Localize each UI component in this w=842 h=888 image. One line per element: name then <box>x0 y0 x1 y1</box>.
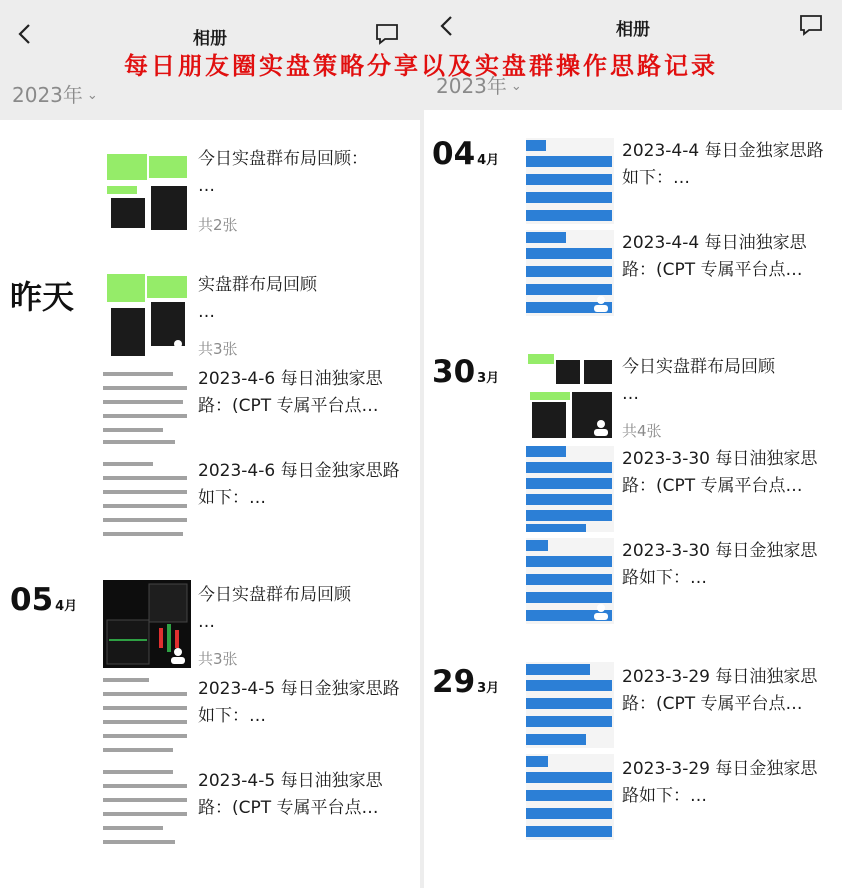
post-item[interactable] <box>526 352 836 442</box>
person-placeholder-icon <box>169 338 187 356</box>
overlay-banner-title: 每日朋友圈实盘策略分享以及实盘群操作思路记录 <box>124 51 718 80</box>
photo-count: 共2张 <box>198 216 238 234</box>
post-item[interactable] <box>103 272 413 362</box>
post-thumbnail <box>103 272 191 360</box>
photo-count: 共3张 <box>198 340 238 358</box>
date-mar-29: 29 3月 <box>432 664 500 700</box>
post-item[interactable] <box>103 366 413 450</box>
post-item[interactable] <box>103 458 413 544</box>
year-label: 2023年 <box>12 83 83 107</box>
post-caption: 2023-4-4 每日油独家思路：(CPT 专属平台点… <box>622 233 807 280</box>
person-placeholder-icon <box>169 646 187 664</box>
post-caption: 2023-3-30 每日油独家思路：(CPT 专属平台点… <box>622 449 818 496</box>
post-thumbnail <box>526 138 614 224</box>
post-item[interactable] <box>526 754 836 840</box>
post-thumbnail <box>103 146 191 234</box>
post-caption: 2023-4-6 每日金独家思路如下：… <box>198 461 400 508</box>
date-apr-05: 05 4月 <box>10 582 78 618</box>
post-item[interactable] <box>103 580 413 670</box>
date-yesterday: 昨天 <box>10 278 75 316</box>
post-caption: 今日实盘群布局回顾 … <box>198 585 351 632</box>
post-thumbnail <box>526 538 614 624</box>
photo-count: 共3张 <box>198 650 238 668</box>
page-title: 相册 <box>616 20 650 40</box>
post-thumbnail <box>103 580 191 668</box>
post-item[interactable] <box>526 446 836 532</box>
post-thumbnail <box>103 674 191 760</box>
post-caption: 2023-4-5 每日油独家思路：(CPT 专属平台点… <box>198 771 383 818</box>
post-caption: 2023-4-6 每日油独家思路：(CPT 专属平台点… <box>198 369 383 416</box>
post-item[interactable] <box>526 538 836 624</box>
photo-count: 共4张 <box>622 422 662 440</box>
message-icon[interactable] <box>374 22 400 46</box>
person-placeholder-icon <box>592 418 610 436</box>
post-caption: 2023-3-29 每日油独家思路：(CPT 专属平台点… <box>622 667 818 714</box>
post-item[interactable] <box>526 230 836 316</box>
post-caption: 2023-3-30 每日金独家思路如下：… <box>622 541 818 588</box>
post-caption: 今日实盘群布局回顾： … <box>198 149 368 196</box>
post-caption: 实盘群布局回顾 … <box>198 275 317 322</box>
year-label: 2023年 <box>436 74 507 98</box>
post-thumbnail <box>526 754 614 840</box>
post-item[interactable] <box>103 674 413 760</box>
left-album-screen <box>0 0 420 888</box>
chevron-down-icon: ⌄ <box>86 88 98 103</box>
post-caption: 2023-4-4 每日金独家思路如下：… <box>622 141 824 188</box>
right-album-screen <box>424 0 842 888</box>
post-item[interactable] <box>526 662 836 748</box>
post-item[interactable] <box>526 138 836 224</box>
post-caption: 2023-4-5 每日金独家思路如下：… <box>198 679 400 726</box>
person-placeholder-icon <box>592 602 610 620</box>
post-caption: 今日实盘群布局回顾 … <box>622 357 775 404</box>
post-thumbnail <box>526 230 614 316</box>
post-thumbnail <box>526 446 614 532</box>
year-selector[interactable] <box>12 79 98 108</box>
post-item[interactable] <box>103 766 413 852</box>
post-thumbnail <box>103 366 191 450</box>
post-caption: 2023-3-29 每日金独家思路如下：… <box>622 759 818 806</box>
post-thumbnail <box>526 662 614 748</box>
post-thumbnail <box>103 458 191 544</box>
date-mar-30: 30 3月 <box>432 354 500 390</box>
date-apr-04: 04 4月 <box>432 136 500 172</box>
page-title: 相册 <box>193 29 227 49</box>
post-thumbnail <box>526 352 614 440</box>
post-item[interactable] <box>103 146 413 246</box>
person-placeholder-icon <box>592 294 610 312</box>
chevron-down-icon: ⌄ <box>510 79 522 94</box>
post-thumbnail <box>103 766 191 852</box>
message-icon[interactable] <box>798 13 824 37</box>
